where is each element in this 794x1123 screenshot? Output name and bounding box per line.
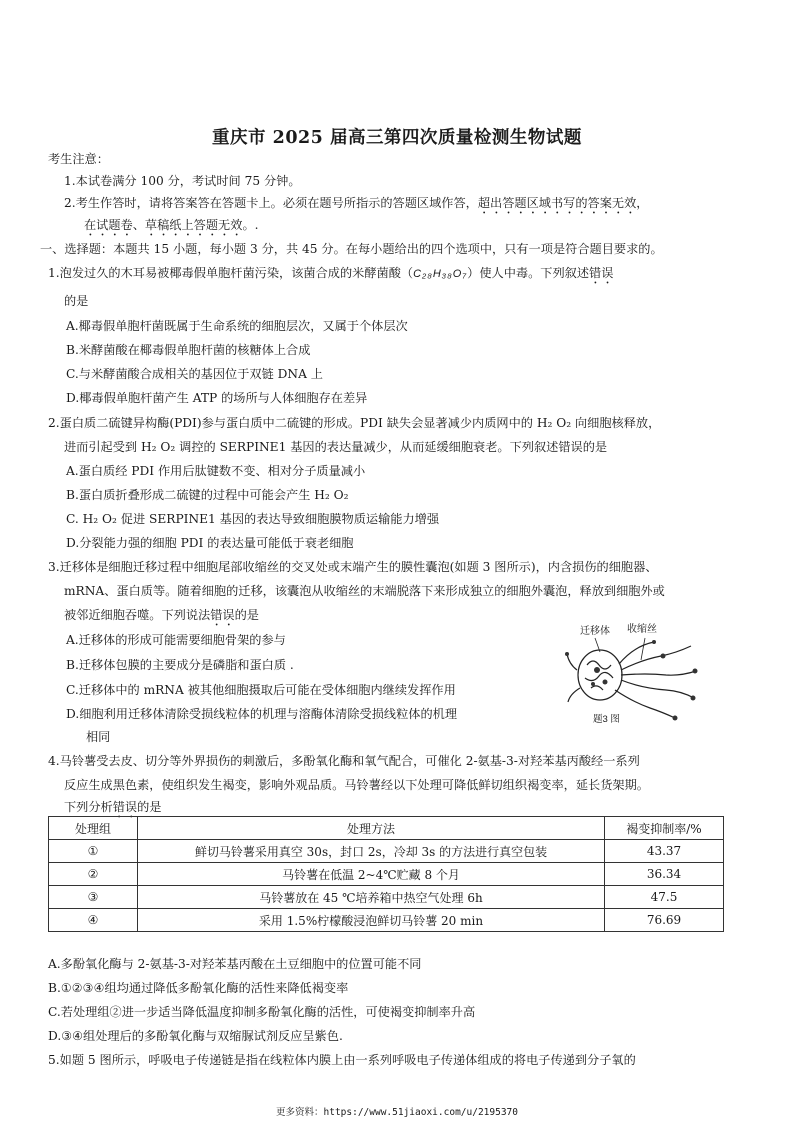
q1-stem-a: 1.泡发过久的木耳易被椰毒假单胞杆菌污染，该菌合成的米酵菌酸（ [48,266,414,280]
q3-option-c: C.迁移体中的 mRNA 被其他细胞摄取后可能在受体细胞内继续发挥作用 [66,683,456,697]
fig-label-retraction-fiber: 收缩丝 [627,624,657,635]
q2-stem-a: 2.蛋白质二硫键异构酶(PDI)参与蛋白质中二硫键的形成。PDI 缺失会显著减少内质网中的 H₂ O₂ 向细胞核释放， [48,416,661,430]
fig-label-migrasome: 迁移体 [580,626,610,637]
table-header-cell: 褐变抑制率/% [605,817,724,840]
q2-option-a: A.蛋白质经 PDI 作用后肽键数不变、相对分子质量减小 [66,464,366,478]
table-row [49,886,724,909]
q1-option-d: D.椰毒假单胞杆菌产生 ATP 的场所与人体细胞存在差异 [66,391,368,405]
q4-option-b: B.①②③④组均通过降低多酚氧化酶的活性来降低褐变率 [48,981,349,995]
q3-option-d: D.细胞利用迁移体清除受损线粒体的机理与溶酶体清除受损线粒体的机理 [66,707,458,721]
notice-item-2-cont-end: 。. [242,218,259,232]
q3-stem-c-text: 被邻近细胞吞噬。下列说法 [64,608,211,622]
q1-emphasis: 错误 [589,266,614,280]
q1-formula: C₂₈H₃₈O₇ [413,268,468,280]
notice-item-1: 1.本试卷满分 100 分，考试时间 75 分钟。 [64,174,301,188]
q4-stem-c-text: 下列分析 [64,800,113,814]
q3-stem-c [64,605,259,629]
table-row [49,909,724,932]
q1-stem-b: ）使人中毒。下列叙述 [467,266,590,280]
table-cell-group: ③ [49,886,138,909]
q3-option-d-cont: 相同 [86,730,111,744]
page-title: 重庆市 2025 届高三第四次质量检测生物试题 [212,128,582,148]
notice-heading: 考生注意： [48,152,109,166]
table-header-cell: 处理方法 [138,817,605,840]
q2-stem-b: 进而引起受到 H₂ O₂ 调控的 SERPINE1 基因的表达量减少，从而延缓细胞衰老。下列叙述错误的是 [64,440,608,454]
footer-link[interactable]: 更多资料：https://www.51jiaoxi.com/u/2195370 [276,1107,518,1118]
notice-item-2-text: 2.考生作答时，请将答案答在答题卡上。必须在题号所指示的答题区域作答， [64,196,478,210]
table-cell-group: ① [49,840,138,863]
section-heading: 一、选择题：本题共 15 小题，每小题 3 分，共 45 分。在每小题给出的四个选项中，只有一项是符合题目要求的。 [40,242,663,256]
table-cell-rate: 47.5 [605,886,724,909]
q4-emphasis: 错误 [112,800,138,814]
table-cell-rate: 36.34 [605,863,724,886]
q4-option-a: A.多酚氧化酶与 2-氨基-3-对羟苯基丙酸在土豆细胞中的位置可能不同 [48,957,422,971]
table-header-cell: 处理组 [49,817,138,840]
q1-stem [48,263,613,287]
q3-option-a: A.迁移体的形成可能需要细胞骨架的参与 [66,633,286,647]
q3-stem-b: mRNA、蛋白质等。随着细胞的迁移，该囊泡从收缩丝的末端脱落下来形成独立的细胞外囊泡，释放到细胞外或 [64,584,665,598]
table-cell-method: 采用 1.5%柠檬酸浸泡鲜切马铃薯 20 min [138,909,605,932]
fig-caption: 题3 图 [593,714,620,725]
table-cell-rate: 43.37 [605,840,724,863]
q2-option-c: C. H₂ O₂ 促进 SERPINE1 基因的表达导致细胞膜物质运输能力增强 [66,512,440,526]
q1-stem-cont: 的是 [64,294,89,308]
table-header-row [49,817,724,840]
q1-option-a: A.椰毒假单胞杆菌既属于生命系统的细胞层次，又属于个体层次 [66,319,408,333]
q4-stem-a: 4.马铃薯受去皮、切分等外界损伤的刺激后，多酚氧化酶和氧气配合，可催化 2-氨基-3-对羟苯基丙酸经一系列 [48,754,640,768]
migrasome-illustration [555,620,705,725]
notice-item-2-cont-emphasis: 在试题卷、草稿纸上答题无效 [84,218,243,232]
q4-stem-c-end: 的是 [137,800,162,814]
q4-option-d: D.③④组处理后的多酚氧化酶与双缩脲试剂反应呈紫色. [48,1029,343,1043]
notice-item-2-cont [84,215,259,239]
q3-figure [555,620,705,725]
table-cell-method: 马铃薯在低温 2~4℃贮藏 8 个月 [138,863,605,886]
q1-option-b: B.米酵菌酸在椰毒假单胞杆菌的核糖体上合成 [66,343,311,357]
q2-option-b: B.蛋白质折叠形成二硫键的过程中可能会产生 H₂ O₂ [66,488,349,502]
q3-option-b: B.迁移体包膜的主要成分是磷脂和蛋白质 . [66,658,294,672]
table-row [49,863,724,886]
table-cell-group: ② [49,863,138,886]
table-cell-rate: 76.69 [605,909,724,932]
notice-item-2-end: ， [636,196,649,210]
table-cell-method: 马铃薯放在 45 ℃培养箱中热空气处理 6h [138,886,605,909]
table-row [49,840,724,863]
notice-item-2 [64,193,648,217]
q3-emphasis: 错误 [210,608,235,622]
q2-option-d: D.分裂能力强的细胞 PDI 的表达量可能低于衰老细胞 [66,536,354,550]
q3-stem-a: 3.迁移体是细胞迁移过程中细胞尾部收缩丝的交叉处或末端产生的膜性囊泡(如题 3 图所示)，内含损伤的细胞器、 [48,560,658,574]
q1-option-c: C.与米酵菌酸合成相关的基因位于双链 DNA 上 [66,367,323,381]
table-cell-group: ④ [49,909,138,932]
q5-stem-a: 5.如题 5 图所示，呼吸电子传递链是指在线粒体内膜上由一系列呼吸电子传递体组成的将电子传递到分子氧的 [48,1053,636,1067]
q4-option-c: C.若处理组②进一步适当降低温度抑制多酚氧化酶的活性，可使褐变抑制率升高 [48,1005,476,1019]
q3-stem-c-end: 的是 [234,608,259,622]
q4-stem-b: 反应生成黑色素，使组织发生褐变，影响外观品质。马铃薯经以下处理可降低鲜切组织褐变率，延长货架期。 [64,778,649,792]
table-cell-method: 鲜切马铃薯采用真空 30s，封口 2s，冷却 3s 的方法进行真空包装 [138,840,605,863]
notice-item-2-emphasis: 超出答题区域书写的答案无效 [477,196,637,210]
treatment-table [48,816,724,932]
